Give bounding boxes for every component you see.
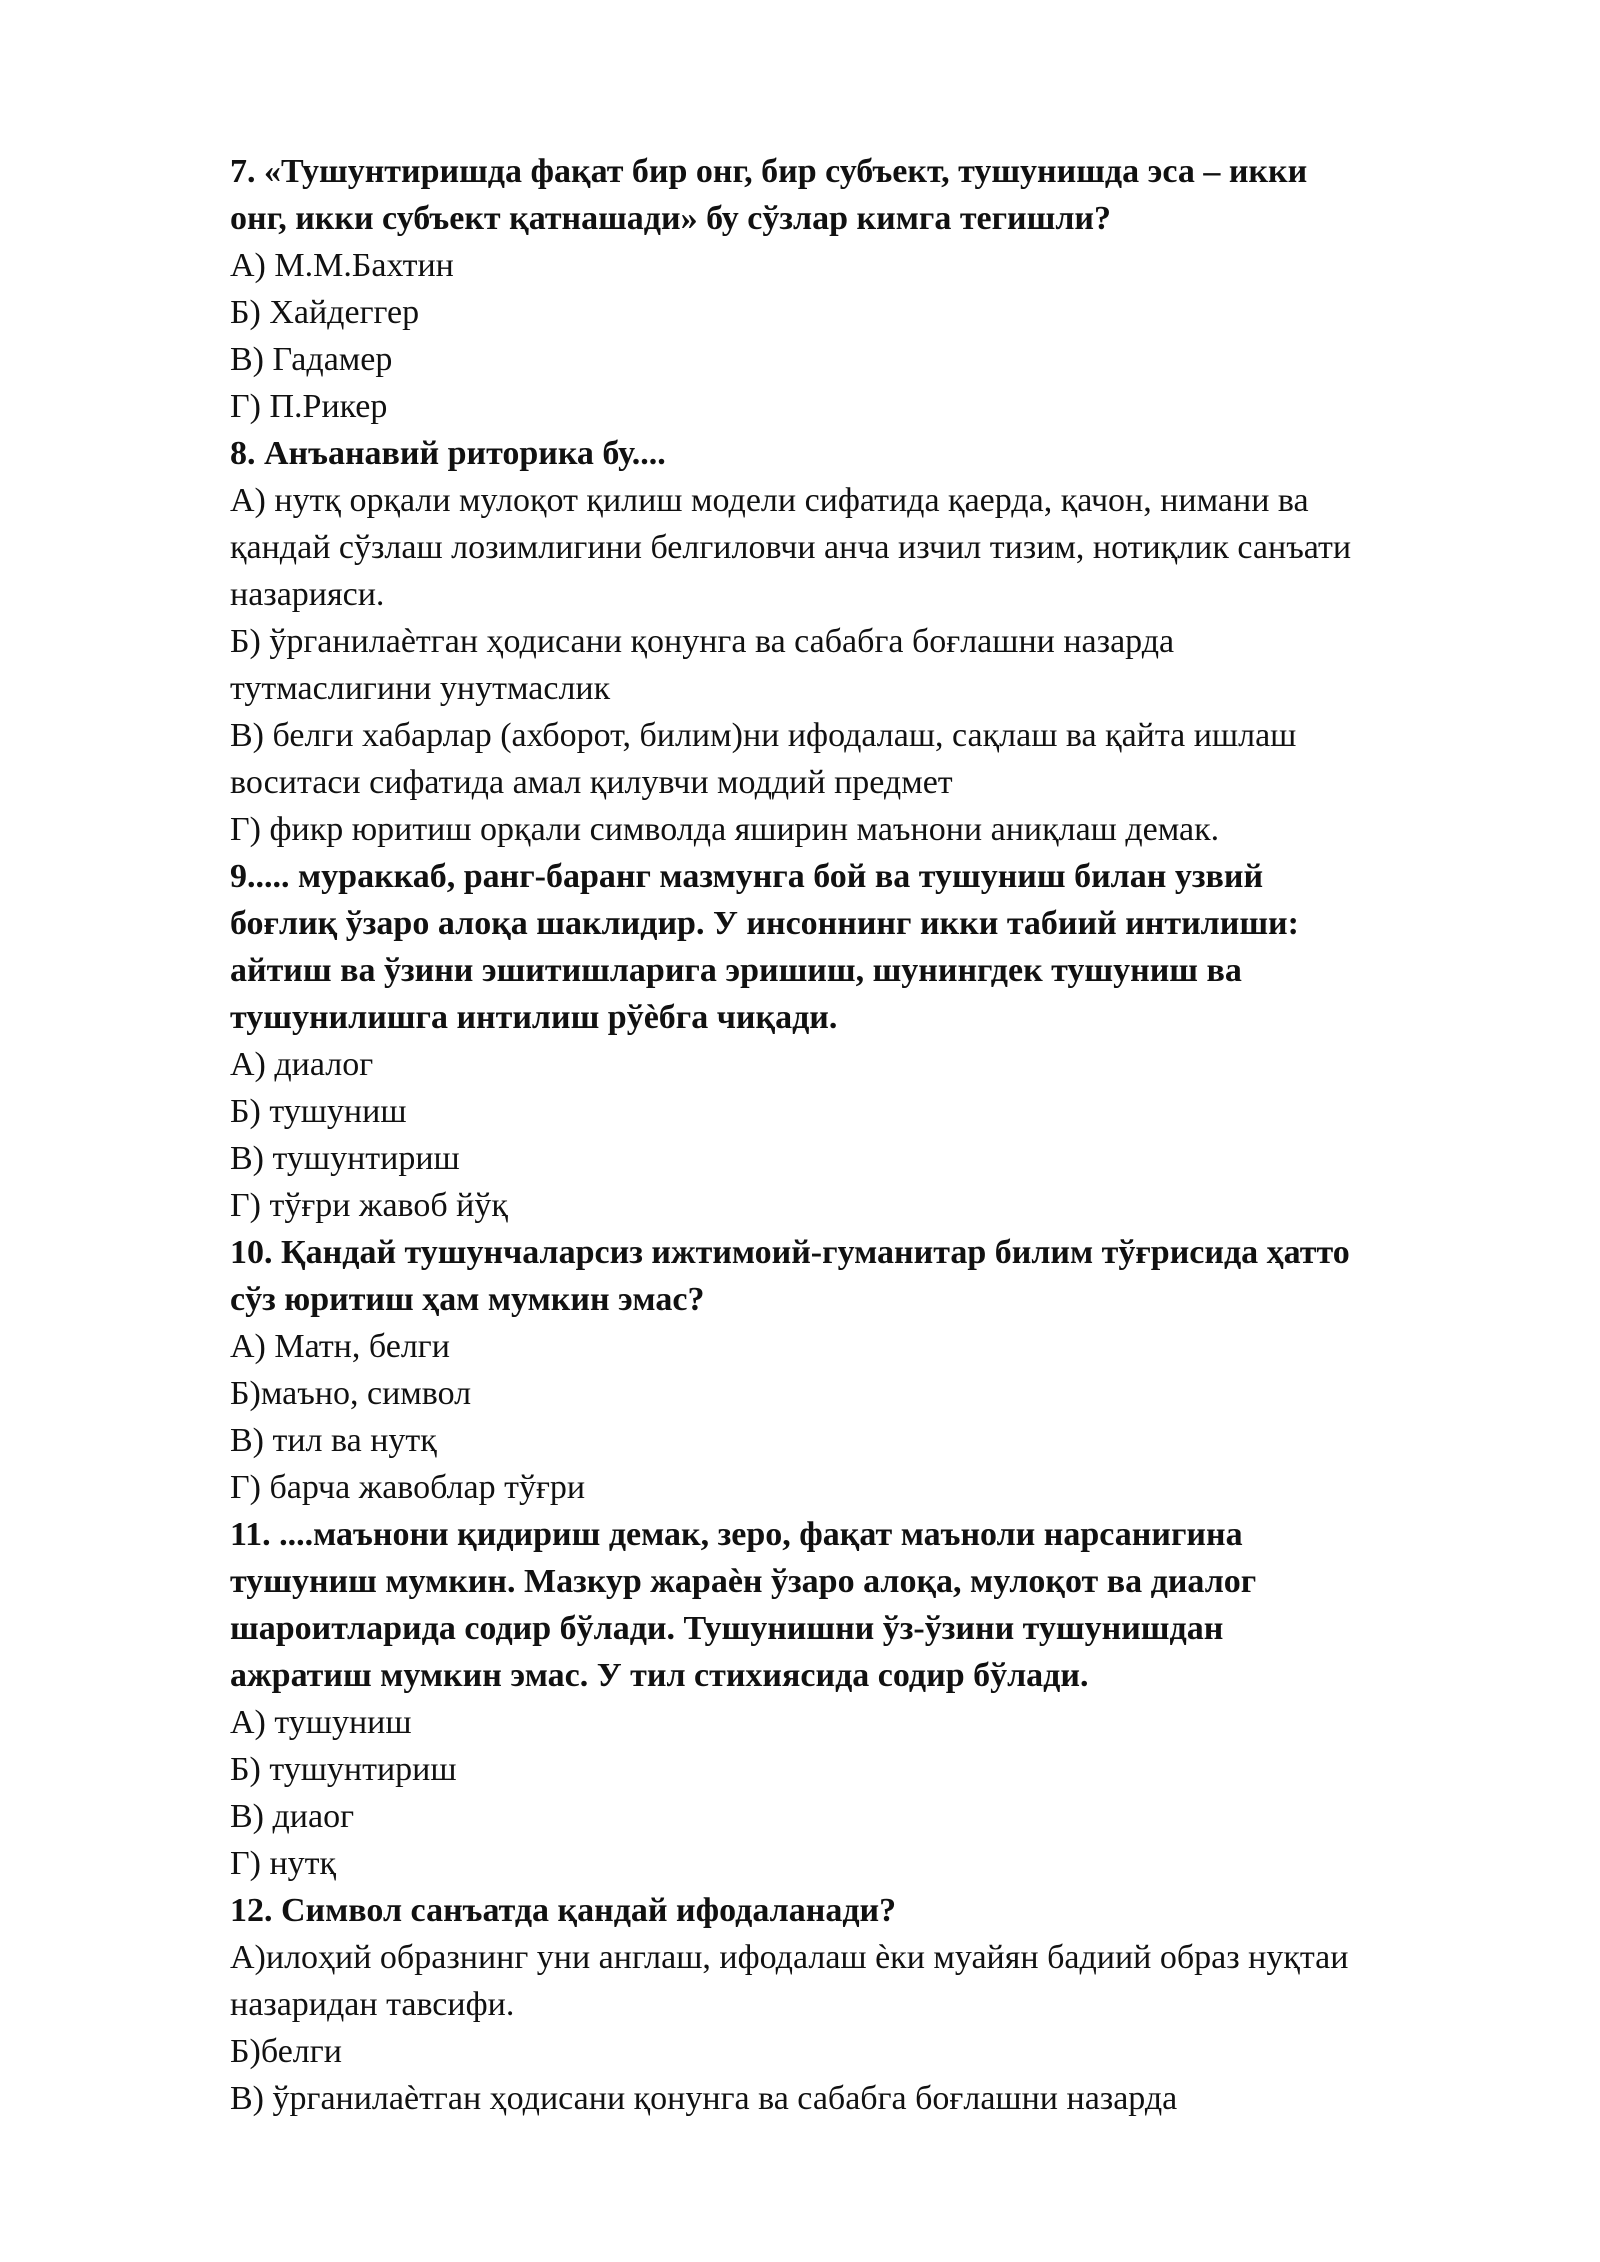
question-9-option-g: Г) тўғри жавоб йўқ bbox=[230, 1187, 508, 1224]
question-11 bbox=[230, 1511, 1500, 1887]
question-10-option-a: А) Матн, белги bbox=[230, 1328, 450, 1365]
question-11-option-b: Б) тушунтириш bbox=[230, 1751, 457, 1788]
question-11-text: ажратиш мумкин эмас. У тил стихиясида содир бўлади. bbox=[230, 1657, 1089, 1694]
question-8-option-a: А) нутқ орқали мулоқот қилиш модели сифатида қаерда, қачон, нимани ва bbox=[230, 482, 1309, 519]
question-12 bbox=[230, 1887, 1500, 2122]
question-9-option-a: А) диалог bbox=[230, 1046, 374, 1083]
question-8-option-v: воситаси сифатида амал қилувчи моддий предмет bbox=[230, 764, 953, 801]
question-8-option-a: назарияси. bbox=[230, 576, 385, 613]
question-9-option-v: В) тушунтириш bbox=[230, 1140, 460, 1177]
question-9-text: тушунилишга интилиш рўѐбга чиқади. bbox=[230, 999, 838, 1036]
question-7 bbox=[230, 148, 1500, 430]
question-8-text: 8. Анъанавий риторика бу.... bbox=[230, 435, 666, 472]
question-12-option-a: назаридан тавсифи. bbox=[230, 1986, 515, 2023]
question-10-option-g: Г) барча жавоблар тўғри bbox=[230, 1469, 586, 1506]
question-8 bbox=[230, 430, 1500, 853]
question-7-option-a: А) М.М.Бахтин bbox=[230, 247, 454, 284]
question-11-text: шароитларида содир бўлади. Тушунишни ўз-ўзини тушунишдан bbox=[230, 1610, 1224, 1647]
question-12-option-b: Б)белги bbox=[230, 2033, 342, 2070]
question-11-option-v: В) диаог bbox=[230, 1798, 355, 1835]
question-10-text: сўз юритиш ҳам мумкин эмас? bbox=[230, 1281, 705, 1318]
question-10-option-v: В) тил ва нутқ bbox=[230, 1422, 437, 1459]
document-page bbox=[230, 148, 1500, 2122]
question-11-option-a: А) тушуниш bbox=[230, 1704, 412, 1741]
question-11-text: тушуниш мумкин. Мазкур жараѐн ўзаро алоқа, мулоқот ва диалог bbox=[230, 1563, 1257, 1600]
question-7-option-b: Б) Хайдеггер bbox=[230, 294, 420, 331]
question-11-option-g: Г) нутқ bbox=[230, 1845, 337, 1882]
question-7-text: онг, икки субъект қатнашади» бу сўзлар кимга тегишли? bbox=[230, 200, 1112, 237]
question-8-option-a: қандай сўзлаш лозимлигини белгиловчи анча изчил тизим, нотиқлик санъати bbox=[230, 529, 1352, 566]
question-8-option-g: Г) фикр юритиш орқали символда яширин маънони аниқлаш демак. bbox=[230, 811, 1220, 848]
question-7-option-v: В) Гадамер bbox=[230, 341, 393, 378]
question-9-option-b: Б) тушуниш bbox=[230, 1093, 407, 1130]
question-10 bbox=[230, 1229, 1500, 1511]
question-11-text: 11. ....маънони қидириш демак, зеро, фақат маъноли нарсанигина bbox=[230, 1516, 1243, 1553]
question-9-text: айтиш ва ўзини эшитишларига эришиш, шунингдек тушуниш ва bbox=[230, 952, 1242, 989]
question-8-option-b: Б) ўрганилаѐтган ҳодисани қонунга ва сабабга боғлашни назарда bbox=[230, 623, 1175, 660]
question-9-text: боғлиқ ўзаро алоқа шаклидир. У инсоннинг икки табиий интилиши: bbox=[230, 905, 1299, 942]
question-9-text: 9..... мураккаб, ранг-баранг мазмунга бой ва тушуниш билан узвий bbox=[230, 858, 1264, 895]
question-10-text: 10. Қандай тушунчаларсиз ижтимоий-гуманитар билим тўғрисида ҳатто bbox=[230, 1234, 1350, 1271]
question-12-text: 12. Символ санъатда қандай ифодаланади? bbox=[230, 1892, 897, 1929]
question-10-option-b: Б)маъно, символ bbox=[230, 1375, 472, 1412]
question-9 bbox=[230, 853, 1500, 1229]
question-8-option-b: тутмаслигини унутмаслик bbox=[230, 670, 611, 707]
question-7-text: 7. «Тушунтиришда фақат бир онг, бир субъект, тушунишда эса – икки bbox=[230, 153, 1308, 190]
question-12-option-a: А)илоҳий образнинг уни англаш, ифодалаш ѐки муайян бадиий образ нуқтаи bbox=[230, 1939, 1349, 1976]
question-7-option-g: Г) П.Рикер bbox=[230, 388, 388, 425]
question-12-option-v: В) ўрганилаѐтган ҳодисани қонунга ва сабабга боғлашни назарда bbox=[230, 2080, 1178, 2117]
question-8-option-v: В) белги хабарлар (ахборот, билим)ни ифодалаш, сақлаш ва қайта ишлаш bbox=[230, 717, 1297, 754]
